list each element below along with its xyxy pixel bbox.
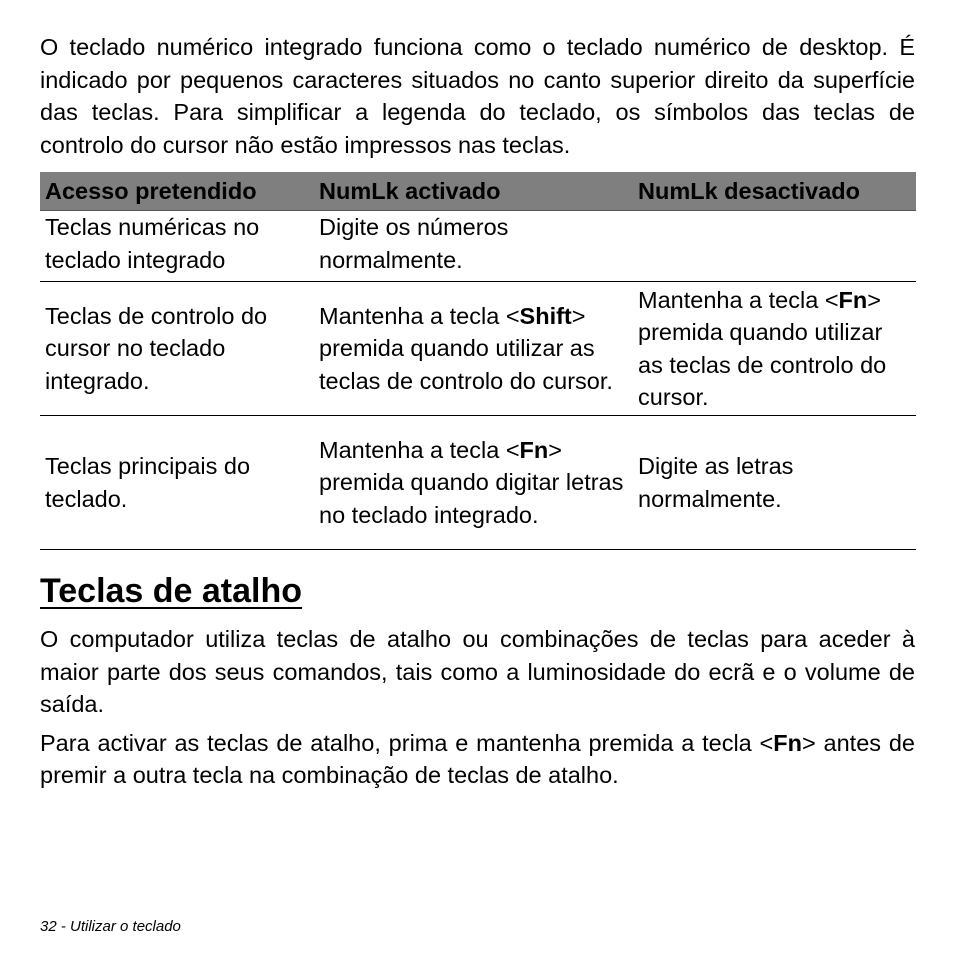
paragraph-text: Para activar as teclas de atalho, prima e mantenha premida a tecla <	[40, 729, 774, 756]
cell-text: Mantenha a tecla <	[319, 436, 520, 463]
header-numlk-off: NumLk desactivado	[633, 172, 916, 211]
header-acesso: Acesso pretendido	[40, 172, 314, 211]
cell-text: Mantenha a tecla <	[319, 302, 520, 329]
key-name: Fn	[773, 729, 802, 756]
cell-text: > premida quando utilizar as teclas de controlo do cursor.	[319, 302, 613, 394]
cell-text: > premida quando utilizar as teclas de controlo do cursor.	[638, 286, 887, 410]
section-heading: Teclas de atalho	[40, 572, 303, 610]
key-name: Fn	[519, 436, 549, 463]
shortcut-paragraph-1: O computador utiliza teclas de atalho ou combinações de teclas para aceder à maior parte dos seus comandos, tais como a luminosidade do ecrã e o volume de saída.	[40, 626, 915, 717]
cell-row3-col1: Teclas principais do teclado.	[40, 416, 314, 550]
cell-text: > premida quando digitar letras no teclado integrado.	[319, 436, 624, 528]
shortcut-paragraph-2	[40, 727, 915, 792]
header-numlk-on: NumLk activado	[314, 172, 633, 211]
cell-row1-col3	[633, 211, 916, 282]
numlock-table	[40, 172, 916, 550]
cell-row2-col2	[314, 282, 633, 416]
cell-row2-col1: Teclas de controlo do cursor no teclado integrado.	[40, 282, 314, 416]
page-footer: 32 - Utilizar o teclado	[40, 918, 181, 935]
cell-text: Mantenha a tecla <	[638, 286, 839, 313]
table-row	[40, 282, 916, 416]
table-row	[40, 211, 916, 282]
cell-row3-col3: Digite as letras normalmente.	[633, 416, 916, 550]
intro-paragraph: O teclado numérico integrado funciona como o teclado numérico de desktop. É indicado por pequenos caracteres situados no canto superior direito da superfície das teclas. Para simplificar a legenda do teclado, os símbolos das teclas de controlo do cursor não estão impressos nas teclas.	[40, 34, 915, 158]
cell-row1-col2: Digite os números normalmente.	[314, 211, 633, 282]
key-name: Shift	[519, 302, 572, 329]
table-header-row	[40, 172, 916, 211]
cell-row2-col3	[633, 282, 916, 416]
cell-row1-col1: Teclas numéricas no teclado integrado	[40, 211, 314, 282]
page-content	[40, 31, 915, 792]
table-row	[40, 416, 916, 550]
paragraph-text: > antes de premir a outra tecla na combinação de teclas de atalho.	[40, 729, 915, 788]
key-name: Fn	[838, 286, 868, 313]
cell-row3-col2	[314, 416, 633, 550]
